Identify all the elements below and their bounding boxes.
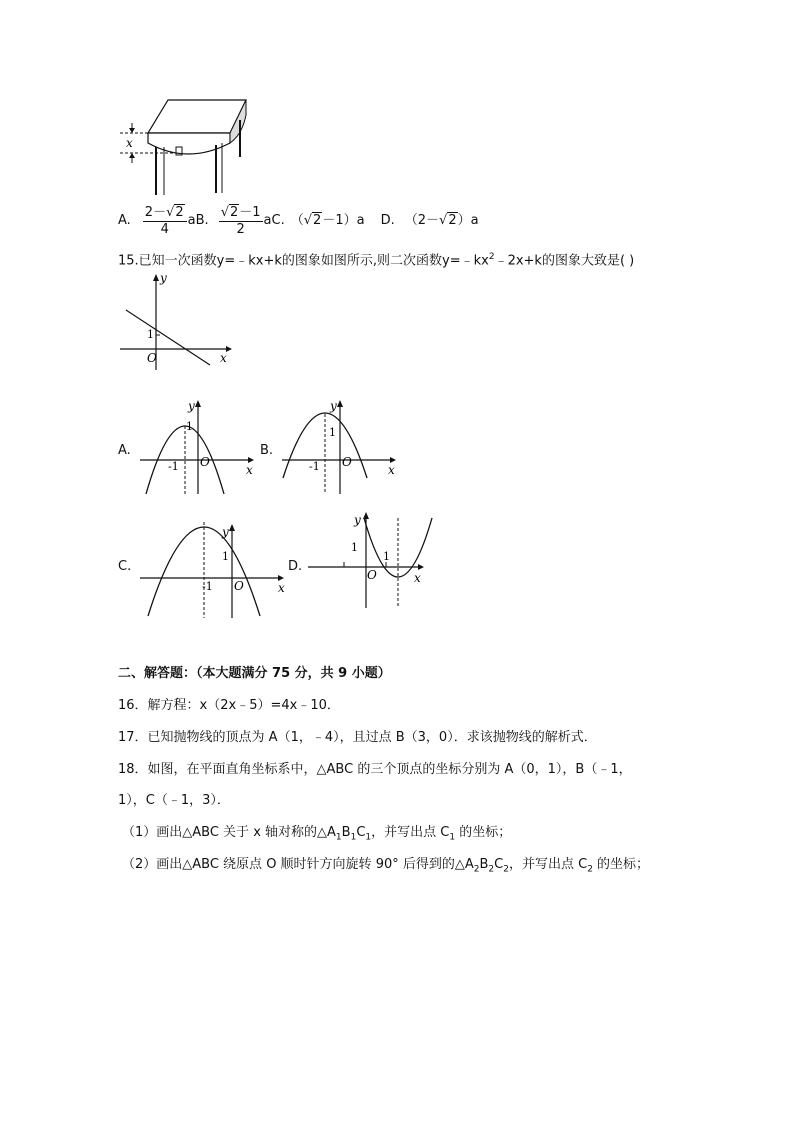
- linear-function-graph: [118, 272, 233, 372]
- axis-y-label: y: [222, 525, 229, 539]
- question-18-line1: 18．如图，在平面直角坐标系中，△ABC 的三个顶点的坐标分别为 A（0，1），B（﹣1，: [118, 762, 632, 777]
- axis-x-label: x: [278, 581, 285, 595]
- option-c-value: （√2－1）a: [290, 213, 365, 228]
- question-18-line2: 1），C（﹣1，3）．: [118, 793, 230, 808]
- origin-label: O: [342, 455, 352, 469]
- question-15-stem: 15.已知一次函数y=﹣kx+k的图象如图所示,则二次函数$y=﹣kx^2﹣2x+k$的图象大致是( ): [118, 252, 635, 269]
- option-b-label: B.: [195, 213, 209, 228]
- option-c-label-15: C.: [118, 559, 132, 574]
- question-17: 17．已知抛物线的顶点为 A（1，﹣4），且过点 B（3，0）．求该抛物线的解析式．: [118, 730, 597, 745]
- tick-one-label: 1: [383, 550, 390, 563]
- tick-one-label: 1: [329, 426, 336, 439]
- tick-one-label: 1: [147, 328, 154, 341]
- dimension-x-label: x: [126, 136, 133, 150]
- axis-x-label: x: [220, 351, 227, 365]
- table-figure: [118, 95, 253, 200]
- tick-one-label: 1: [222, 550, 229, 563]
- section-title: 二、解答题：（本大题满分 75 分，共 9 小题）: [118, 666, 391, 681]
- question-16: 16．解方程：x（2x﹣5）=4x﹣10．: [118, 698, 340, 713]
- axis-x-label: x: [414, 571, 421, 585]
- axis-x-label: x: [246, 463, 253, 477]
- option-b-label-15: B.: [260, 443, 274, 458]
- origin-label: O: [234, 579, 244, 593]
- axis-y-label: y: [188, 399, 195, 413]
- tick-one-label: 1: [186, 420, 193, 433]
- axis-y-label: y: [330, 399, 337, 413]
- option-a-fraction: $\frac{2-√2}{4}$: [143, 205, 187, 238]
- question-18-part2: （2）画出△ABC 绕原点 O 顺时针方向旋转 90° 后得到的$\triangle A_2B_2C_2$，并写出点 $C_2$ 的坐标；: [122, 857, 650, 875]
- option-a-graph: [138, 398, 256, 496]
- origin-label: O: [147, 351, 157, 365]
- option-d-label: D.: [380, 213, 395, 228]
- option-d-label-15: D.: [288, 559, 303, 574]
- axis-x-label: x: [388, 463, 395, 477]
- option-c-graph: [138, 508, 288, 620]
- option-d-value: （2－√2）a: [404, 213, 479, 228]
- option-a-label-15: A.: [118, 443, 131, 458]
- axis-y-label: y: [160, 272, 167, 285]
- tick-neg-one-label: -1: [309, 460, 320, 473]
- tick-neg-one-label: -1: [202, 580, 213, 593]
- q14-options: A. $\frac{2-√2}{4}$ a B. $\frac{√2-1}{2}$ a C. （√2－1）a D. （2－√2）a: [118, 204, 479, 237]
- origin-label: O: [200, 455, 210, 469]
- axis-y-label: y: [354, 513, 361, 527]
- tick-one-label: 1: [351, 541, 358, 554]
- option-c-label: C.: [271, 213, 285, 228]
- option-a-label: A.: [118, 213, 131, 228]
- tick-neg-one-label: -1: [168, 460, 179, 473]
- question-18-part1: （1）画出△ABC 关于 x 轴对称的$\triangle A_1B_1C_1$，并写出点 $C_1$ 的坐标；: [122, 825, 512, 843]
- origin-label: O: [367, 568, 377, 582]
- option-d-graph: [306, 510, 438, 612]
- option-b-graph: [280, 398, 398, 496]
- option-b-fraction: $\frac{√2-1}{2}$: [220, 204, 261, 237]
